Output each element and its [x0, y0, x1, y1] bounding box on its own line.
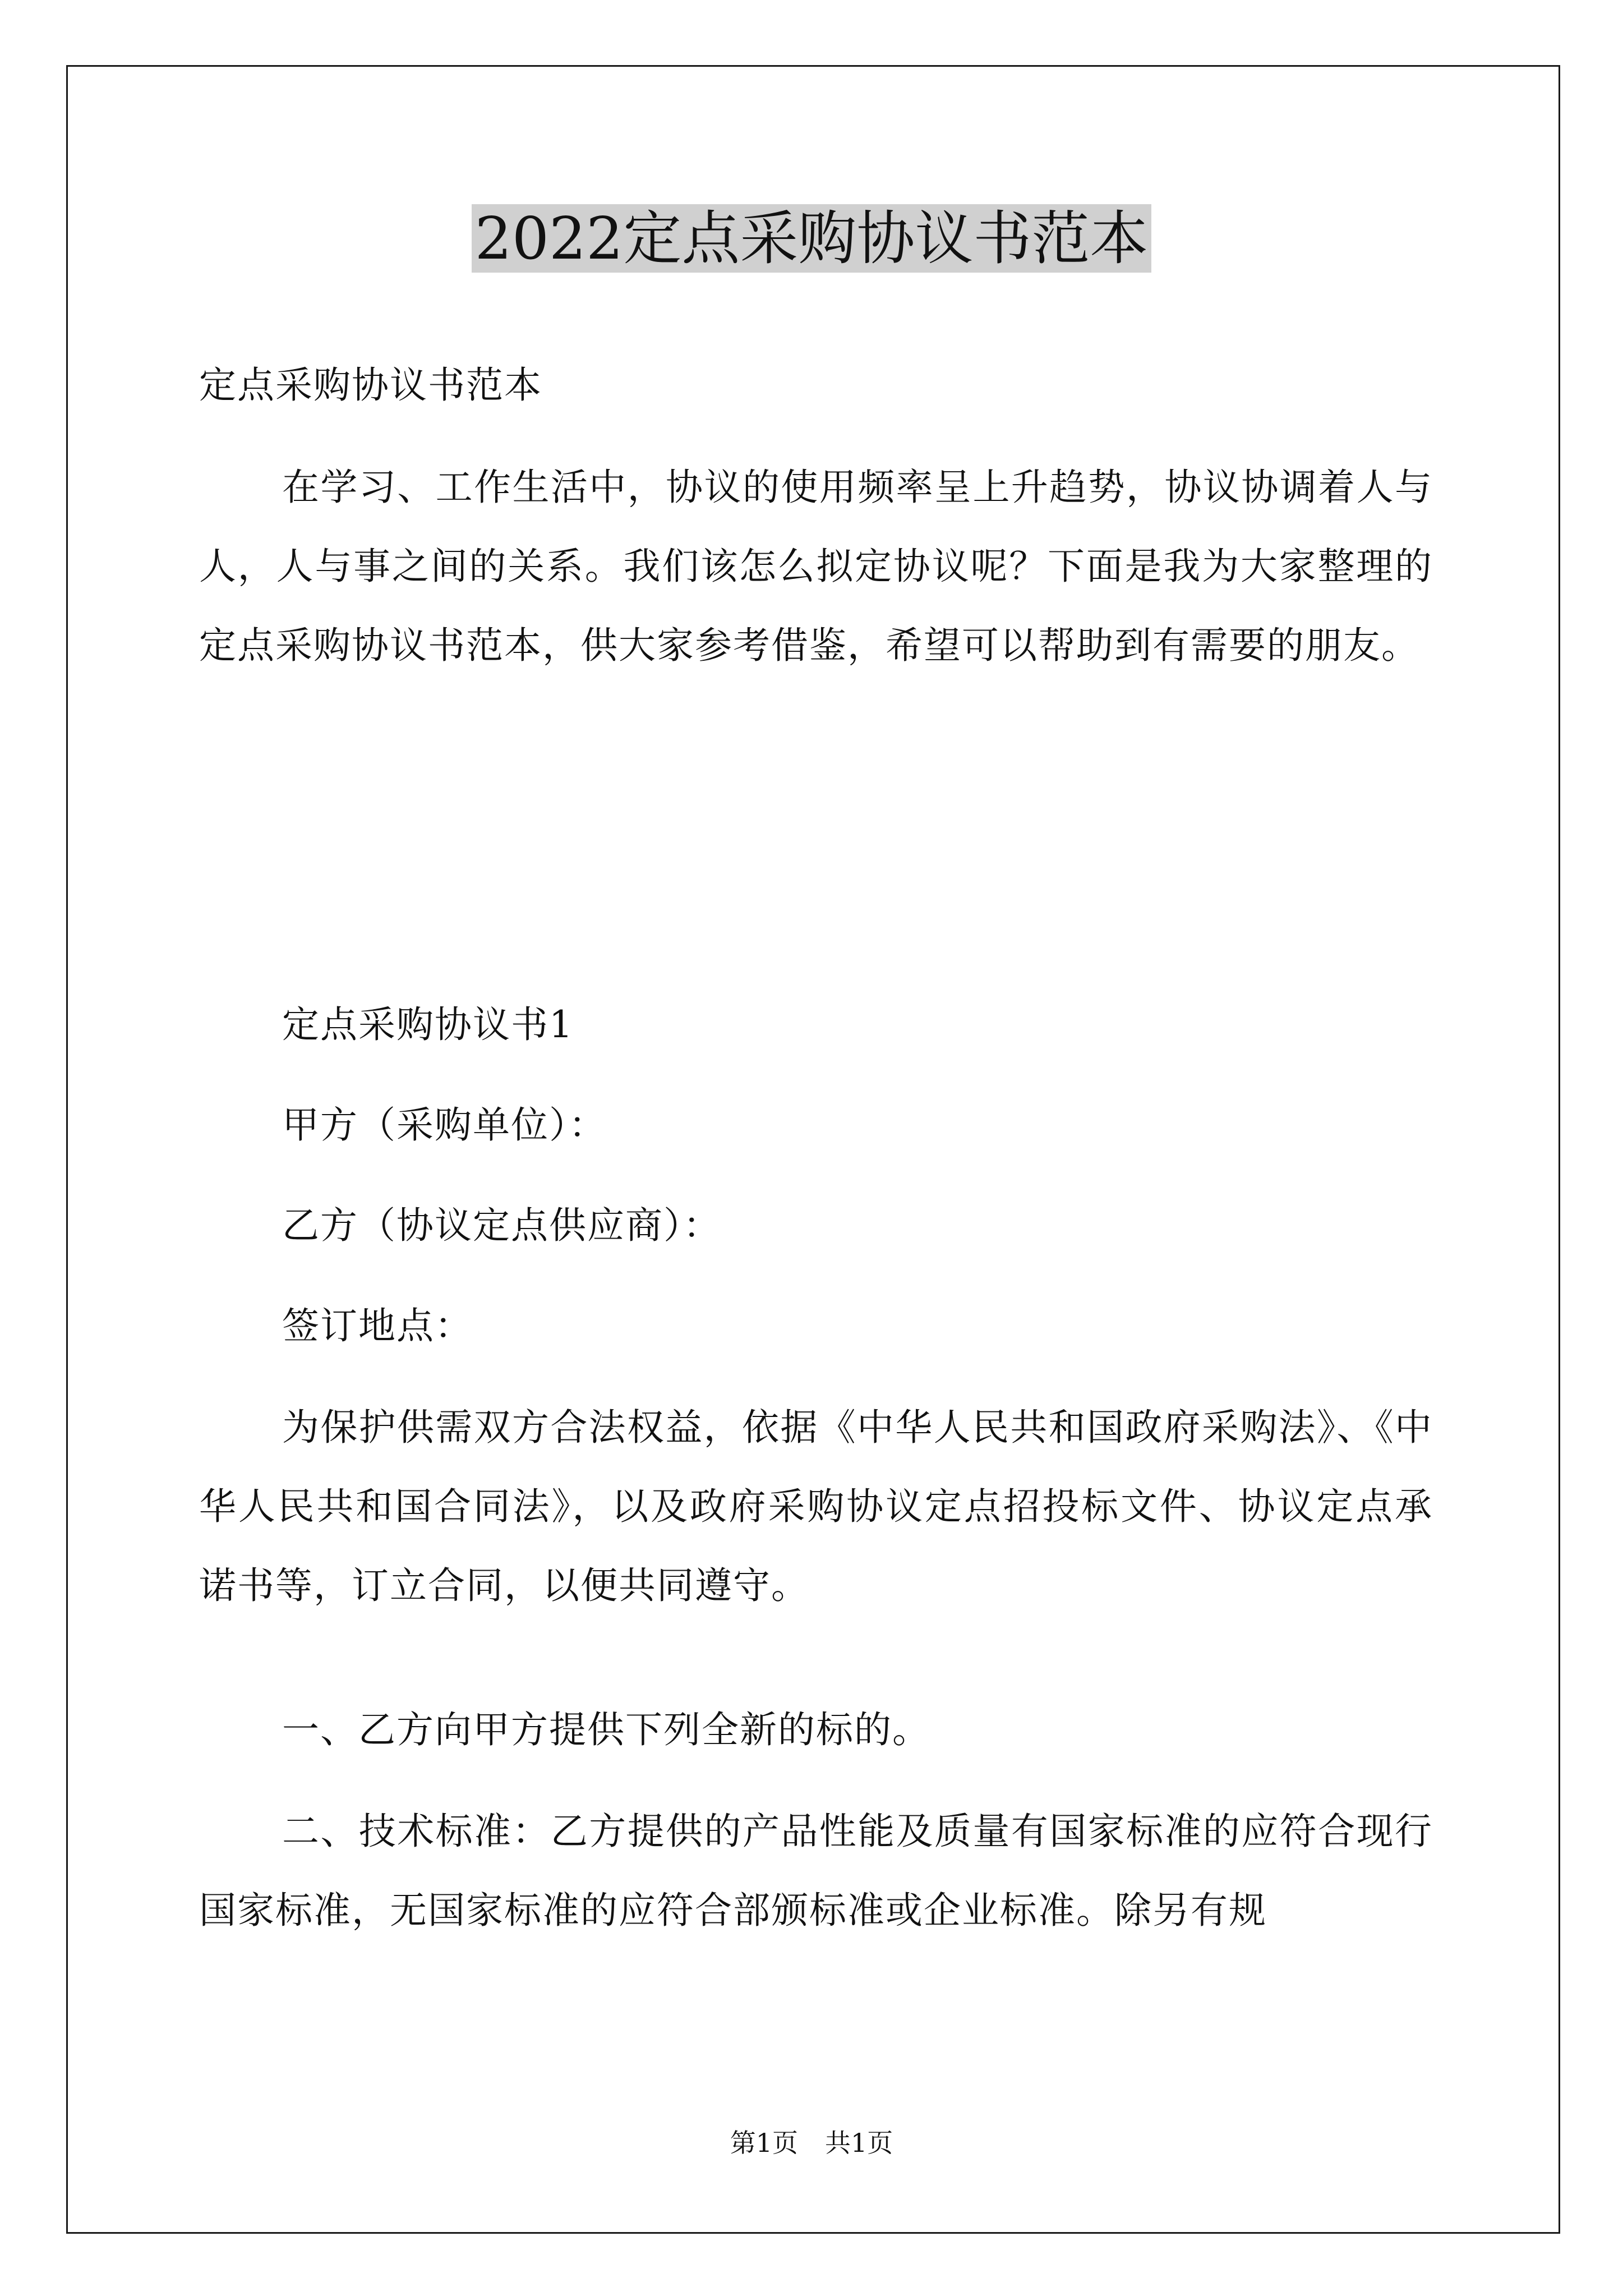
party-b-line: 乙方（协议定点供应商）： — [282, 1204, 721, 1247]
clause-2: 二、技术标准：乙方提供的产品性能及质量有国家标准的应符合现行国家标准，无国家标准的应符合部颁标准或企业标准。除另有规 — [199, 1810, 1433, 1932]
sign-place-line: 签订地点： — [282, 1304, 473, 1347]
document-subtitle: 定点采购协议书范本 — [199, 364, 542, 407]
section-heading: 定点采购协议书1 — [282, 1003, 574, 1046]
clause-1: 一、乙方向甲方提供下列全新的标的。 — [282, 1708, 930, 1751]
intro-paragraph: 在学习、工作生活中，协议的使用频率呈上升趋势，协议协调着人与人，人与事之间的关系。我们该怎么拟定协议呢？下面是我为大家整理的定点采购协议书范本，供大家参考借鉴，希望可以帮助到有需要的朋友。 — [199, 466, 1433, 667]
page-footer — [0, 2126, 1623, 2160]
party-a-line: 甲方（采购单位）： — [282, 1103, 607, 1147]
page-number-total: 共1页 — [825, 2128, 893, 2158]
document-title — [0, 199, 1623, 278]
page-number-current: 第1页 — [730, 2128, 798, 2158]
preamble-paragraph: 为保护供需双方合法权益，依据《中华人民共和国政府采购法》、《中华人民共和国合同法》，以及政府采购协议定点招投标文件、协议定点承诺书等，订立合同，以便共同遵守。 — [199, 1406, 1433, 1607]
document-title-text: 2022定点采购协议书范本 — [472, 204, 1152, 273]
